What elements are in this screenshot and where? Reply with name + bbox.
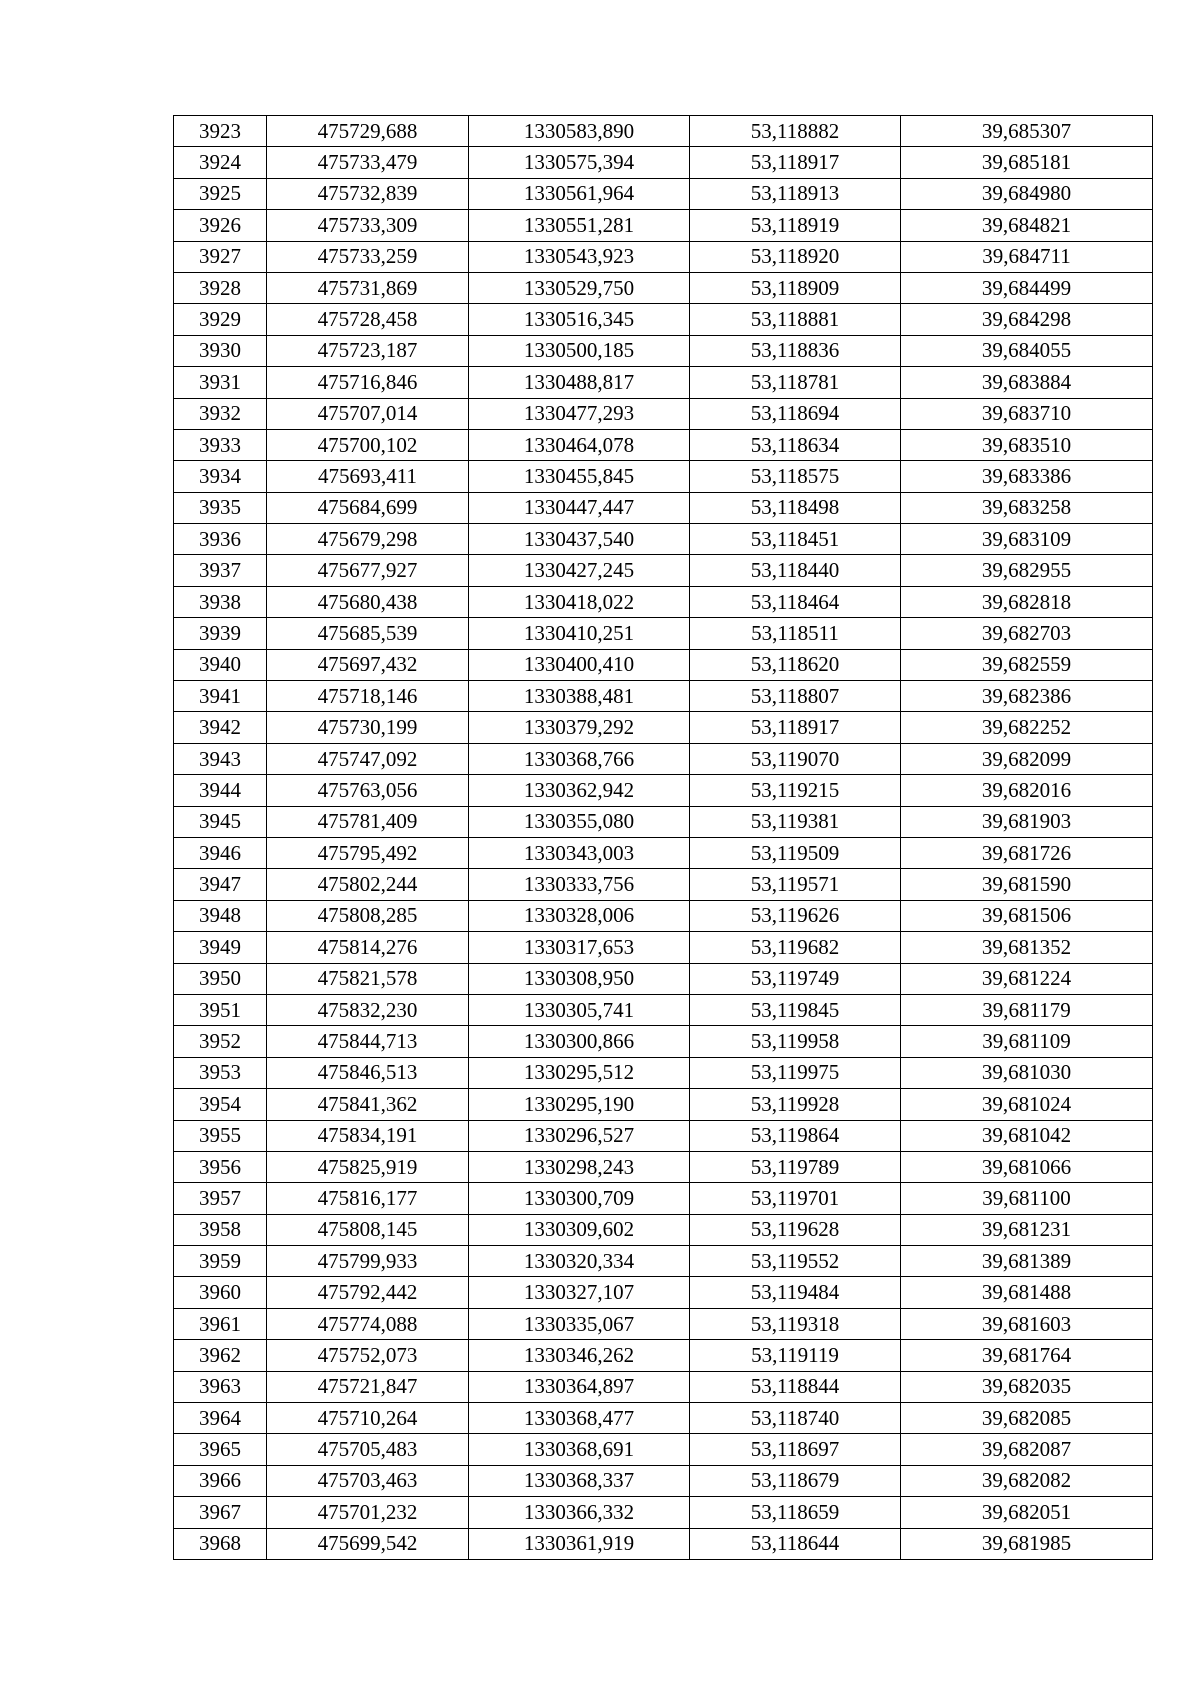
table-row [174,1340,1153,1371]
latitude-cell: 53,118919 [690,210,901,241]
table-row [174,461,1153,492]
y-coordinate-cell: 1330364,897 [469,1371,690,1402]
table-row [174,555,1153,586]
x-coordinate-cell: 475679,298 [267,524,469,555]
latitude-cell: 53,119509 [690,837,901,868]
y-coordinate-cell: 1330300,866 [469,1026,690,1057]
point-number-cell: 3925 [174,178,267,209]
x-coordinate-cell: 475707,014 [267,398,469,429]
latitude-cell: 53,119626 [690,900,901,931]
table-row [174,178,1153,209]
latitude-cell: 53,119381 [690,806,901,837]
x-coordinate-cell: 475792,442 [267,1277,469,1308]
table-row [174,429,1153,460]
longitude-cell: 39,681764 [901,1340,1153,1371]
y-coordinate-cell: 1330455,845 [469,461,690,492]
y-coordinate-cell: 1330309,602 [469,1214,690,1245]
x-coordinate-cell: 475733,259 [267,241,469,272]
table-row [174,1057,1153,1088]
y-coordinate-cell: 1330335,067 [469,1308,690,1339]
x-coordinate-cell: 475677,927 [267,555,469,586]
table-row [174,681,1153,712]
y-coordinate-cell: 1330346,262 [469,1340,690,1371]
point-number-cell: 3939 [174,618,267,649]
point-number-cell: 3954 [174,1089,267,1120]
x-coordinate-cell: 475716,846 [267,367,469,398]
x-coordinate-cell: 475795,492 [267,837,469,868]
table-row [174,1089,1153,1120]
point-number-cell: 3938 [174,586,267,617]
point-number-cell: 3958 [174,1214,267,1245]
point-number-cell: 3962 [174,1340,267,1371]
coordinates-table [173,115,1153,1560]
x-coordinate-cell: 475710,264 [267,1403,469,1434]
table-row [174,775,1153,806]
point-number-cell: 3943 [174,743,267,774]
x-coordinate-cell: 475723,187 [267,335,469,366]
latitude-cell: 53,118644 [690,1528,901,1559]
x-coordinate-cell: 475680,438 [267,586,469,617]
y-coordinate-cell: 1330418,022 [469,586,690,617]
point-number-cell: 3955 [174,1120,267,1151]
latitude-cell: 53,118917 [690,712,901,743]
y-coordinate-cell: 1330561,964 [469,178,690,209]
longitude-cell: 39,684499 [901,272,1153,303]
point-number-cell: 3946 [174,837,267,868]
latitude-cell: 53,118659 [690,1497,901,1528]
longitude-cell: 39,683710 [901,398,1153,429]
point-number-cell: 3934 [174,461,267,492]
latitude-cell: 53,119864 [690,1120,901,1151]
y-coordinate-cell: 1330298,243 [469,1151,690,1182]
y-coordinate-cell: 1330366,332 [469,1497,690,1528]
x-coordinate-cell: 475733,479 [267,147,469,178]
point-number-cell: 3940 [174,649,267,680]
table-row [174,1434,1153,1465]
x-coordinate-cell: 475693,411 [267,461,469,492]
x-coordinate-cell: 475752,073 [267,1340,469,1371]
latitude-cell: 53,119484 [690,1277,901,1308]
y-coordinate-cell: 1330500,185 [469,335,690,366]
longitude-cell: 39,682818 [901,586,1153,617]
latitude-cell: 53,118464 [690,586,901,617]
longitude-cell: 39,681042 [901,1120,1153,1151]
longitude-cell: 39,684298 [901,304,1153,335]
longitude-cell: 39,682082 [901,1465,1153,1496]
latitude-cell: 53,119749 [690,963,901,994]
longitude-cell: 39,683884 [901,367,1153,398]
y-coordinate-cell: 1330317,653 [469,932,690,963]
table-row [174,994,1153,1025]
x-coordinate-cell: 475808,285 [267,900,469,931]
latitude-cell: 53,118807 [690,681,901,712]
point-number-cell: 3950 [174,963,267,994]
latitude-cell: 53,118781 [690,367,901,398]
table-row [174,1151,1153,1182]
point-number-cell: 3933 [174,429,267,460]
table-row [174,963,1153,994]
point-number-cell: 3945 [174,806,267,837]
point-number-cell: 3935 [174,492,267,523]
y-coordinate-cell: 1330355,080 [469,806,690,837]
latitude-cell: 53,119701 [690,1183,901,1214]
y-coordinate-cell: 1330427,245 [469,555,690,586]
table-row [174,869,1153,900]
longitude-cell: 39,681603 [901,1308,1153,1339]
y-coordinate-cell: 1330575,394 [469,147,690,178]
latitude-cell: 53,118882 [690,116,901,147]
point-number-cell: 3964 [174,1403,267,1434]
table-row [174,1214,1153,1245]
longitude-cell: 39,683386 [901,461,1153,492]
table-row [174,147,1153,178]
longitude-cell: 39,681100 [901,1183,1153,1214]
table-row [174,1528,1153,1559]
latitude-cell: 53,118920 [690,241,901,272]
latitude-cell: 53,118913 [690,178,901,209]
longitude-cell: 39,682955 [901,555,1153,586]
longitude-cell: 39,682035 [901,1371,1153,1402]
x-coordinate-cell: 475705,483 [267,1434,469,1465]
x-coordinate-cell: 475699,542 [267,1528,469,1559]
point-number-cell: 3931 [174,367,267,398]
point-number-cell: 3923 [174,116,267,147]
latitude-cell: 53,118909 [690,272,901,303]
y-coordinate-cell: 1330400,410 [469,649,690,680]
y-coordinate-cell: 1330305,741 [469,994,690,1025]
y-coordinate-cell: 1330320,334 [469,1246,690,1277]
longitude-cell: 39,681488 [901,1277,1153,1308]
latitude-cell: 53,119628 [690,1214,901,1245]
x-coordinate-cell: 475733,309 [267,210,469,241]
point-number-cell: 3960 [174,1277,267,1308]
point-number-cell: 3961 [174,1308,267,1339]
longitude-cell: 39,685181 [901,147,1153,178]
longitude-cell: 39,682016 [901,775,1153,806]
longitude-cell: 39,681179 [901,994,1153,1025]
table-row [174,1026,1153,1057]
longitude-cell: 39,684821 [901,210,1153,241]
x-coordinate-cell: 475821,578 [267,963,469,994]
table-row [174,335,1153,366]
longitude-cell: 39,681224 [901,963,1153,994]
x-coordinate-cell: 475832,230 [267,994,469,1025]
point-number-cell: 3947 [174,869,267,900]
longitude-cell: 39,683258 [901,492,1153,523]
latitude-cell: 53,119318 [690,1308,901,1339]
latitude-cell: 53,118620 [690,649,901,680]
table-row [174,932,1153,963]
point-number-cell: 3965 [174,1434,267,1465]
y-coordinate-cell: 1330379,292 [469,712,690,743]
table-row [174,712,1153,743]
longitude-cell: 39,681352 [901,932,1153,963]
point-number-cell: 3929 [174,304,267,335]
latitude-cell: 53,119845 [690,994,901,1025]
point-number-cell: 3932 [174,398,267,429]
point-number-cell: 3951 [174,994,267,1025]
latitude-cell: 53,119119 [690,1340,901,1371]
point-number-cell: 3926 [174,210,267,241]
y-coordinate-cell: 1330368,337 [469,1465,690,1496]
latitude-cell: 53,118881 [690,304,901,335]
latitude-cell: 53,118451 [690,524,901,555]
table-row [174,304,1153,335]
y-coordinate-cell: 1330343,003 [469,837,690,868]
y-coordinate-cell: 1330361,919 [469,1528,690,1559]
y-coordinate-cell: 1330328,006 [469,900,690,931]
longitude-cell: 39,681024 [901,1089,1153,1120]
table-row [174,900,1153,931]
x-coordinate-cell: 475816,177 [267,1183,469,1214]
y-coordinate-cell: 1330488,817 [469,367,690,398]
table-row [174,618,1153,649]
latitude-cell: 53,118694 [690,398,901,429]
x-coordinate-cell: 475808,145 [267,1214,469,1245]
table-row [174,1246,1153,1277]
point-number-cell: 3966 [174,1465,267,1496]
x-coordinate-cell: 475802,244 [267,869,469,900]
longitude-cell: 39,681985 [901,1528,1153,1559]
y-coordinate-cell: 1330368,477 [469,1403,690,1434]
latitude-cell: 53,118634 [690,429,901,460]
point-number-cell: 3948 [174,900,267,931]
table-row [174,241,1153,272]
longitude-cell: 39,681066 [901,1151,1153,1182]
point-number-cell: 3937 [174,555,267,586]
latitude-cell: 53,118844 [690,1371,901,1402]
longitude-cell: 39,685307 [901,116,1153,147]
table-row [174,837,1153,868]
latitude-cell: 53,119070 [690,743,901,774]
point-number-cell: 3968 [174,1528,267,1559]
table-row [174,1308,1153,1339]
longitude-cell: 39,681903 [901,806,1153,837]
point-number-cell: 3944 [174,775,267,806]
point-number-cell: 3927 [174,241,267,272]
latitude-cell: 53,119682 [690,932,901,963]
y-coordinate-cell: 1330551,281 [469,210,690,241]
y-coordinate-cell: 1330327,107 [469,1277,690,1308]
longitude-cell: 39,681030 [901,1057,1153,1088]
longitude-cell: 39,681506 [901,900,1153,931]
latitude-cell: 53,118498 [690,492,901,523]
longitude-cell: 39,681389 [901,1246,1153,1277]
longitude-cell: 39,682252 [901,712,1153,743]
latitude-cell: 53,119552 [690,1246,901,1277]
x-coordinate-cell: 475844,713 [267,1026,469,1057]
longitude-cell: 39,682703 [901,618,1153,649]
latitude-cell: 53,118740 [690,1403,901,1434]
y-coordinate-cell: 1330368,691 [469,1434,690,1465]
x-coordinate-cell: 475846,513 [267,1057,469,1088]
table-row [174,524,1153,555]
point-number-cell: 3941 [174,681,267,712]
x-coordinate-cell: 475814,276 [267,932,469,963]
x-coordinate-cell: 475781,409 [267,806,469,837]
longitude-cell: 39,681726 [901,837,1153,868]
latitude-cell: 53,119789 [690,1151,901,1182]
longitude-cell: 39,682051 [901,1497,1153,1528]
latitude-cell: 53,119928 [690,1089,901,1120]
table-row [174,1120,1153,1151]
x-coordinate-cell: 475763,056 [267,775,469,806]
x-coordinate-cell: 475732,839 [267,178,469,209]
point-number-cell: 3942 [174,712,267,743]
latitude-cell: 53,118679 [690,1465,901,1496]
point-number-cell: 3953 [174,1057,267,1088]
latitude-cell: 53,118836 [690,335,901,366]
table-row [174,1465,1153,1496]
y-coordinate-cell: 1330308,950 [469,963,690,994]
table-row [174,210,1153,241]
x-coordinate-cell: 475718,146 [267,681,469,712]
table-row [174,116,1153,147]
longitude-cell: 39,682386 [901,681,1153,712]
x-coordinate-cell: 475697,432 [267,649,469,680]
x-coordinate-cell: 475729,688 [267,116,469,147]
latitude-cell: 53,118917 [690,147,901,178]
longitude-cell: 39,683510 [901,429,1153,460]
table-row [174,586,1153,617]
longitude-cell: 39,682085 [901,1403,1153,1434]
y-coordinate-cell: 1330477,293 [469,398,690,429]
x-coordinate-cell: 475834,191 [267,1120,469,1151]
y-coordinate-cell: 1330295,512 [469,1057,690,1088]
x-coordinate-cell: 475841,362 [267,1089,469,1120]
longitude-cell: 39,682559 [901,649,1153,680]
x-coordinate-cell: 475825,919 [267,1151,469,1182]
table-row [174,806,1153,837]
latitude-cell: 53,119571 [690,869,901,900]
latitude-cell: 53,118575 [690,461,901,492]
y-coordinate-cell: 1330362,942 [469,775,690,806]
point-number-cell: 3967 [174,1497,267,1528]
longitude-cell: 39,684711 [901,241,1153,272]
longitude-cell: 39,681231 [901,1214,1153,1245]
longitude-cell: 39,681109 [901,1026,1153,1057]
table-row [174,1277,1153,1308]
y-coordinate-cell: 1330583,890 [469,116,690,147]
y-coordinate-cell: 1330333,756 [469,869,690,900]
y-coordinate-cell: 1330368,766 [469,743,690,774]
y-coordinate-cell: 1330410,251 [469,618,690,649]
table-row [174,1403,1153,1434]
point-number-cell: 3930 [174,335,267,366]
y-coordinate-cell: 1330529,750 [469,272,690,303]
x-coordinate-cell: 475799,933 [267,1246,469,1277]
y-coordinate-cell: 1330516,345 [469,304,690,335]
point-number-cell: 3963 [174,1371,267,1402]
x-coordinate-cell: 475721,847 [267,1371,469,1402]
point-number-cell: 3956 [174,1151,267,1182]
x-coordinate-cell: 475685,539 [267,618,469,649]
table-row [174,398,1153,429]
latitude-cell: 53,118511 [690,618,901,649]
y-coordinate-cell: 1330296,527 [469,1120,690,1151]
point-number-cell: 3949 [174,932,267,963]
table-row [174,743,1153,774]
latitude-cell: 53,119975 [690,1057,901,1088]
latitude-cell: 53,119958 [690,1026,901,1057]
longitude-cell: 39,683109 [901,524,1153,555]
x-coordinate-cell: 475703,463 [267,1465,469,1496]
table-row [174,1497,1153,1528]
table-row [174,367,1153,398]
latitude-cell: 53,118697 [690,1434,901,1465]
longitude-cell: 39,684980 [901,178,1153,209]
x-coordinate-cell: 475701,232 [267,1497,469,1528]
y-coordinate-cell: 1330388,481 [469,681,690,712]
y-coordinate-cell: 1330464,078 [469,429,690,460]
x-coordinate-cell: 475747,092 [267,743,469,774]
table-row [174,1183,1153,1214]
x-coordinate-cell: 475728,458 [267,304,469,335]
point-number-cell: 3924 [174,147,267,178]
latitude-cell: 53,118440 [690,555,901,586]
longitude-cell: 39,681590 [901,869,1153,900]
y-coordinate-cell: 1330300,709 [469,1183,690,1214]
table-row [174,492,1153,523]
longitude-cell: 39,684055 [901,335,1153,366]
latitude-cell: 53,119215 [690,775,901,806]
table-row [174,272,1153,303]
table-row [174,649,1153,680]
y-coordinate-cell: 1330543,923 [469,241,690,272]
y-coordinate-cell: 1330295,190 [469,1089,690,1120]
point-number-cell: 3928 [174,272,267,303]
x-coordinate-cell: 475774,088 [267,1308,469,1339]
y-coordinate-cell: 1330437,540 [469,524,690,555]
y-coordinate-cell: 1330447,447 [469,492,690,523]
point-number-cell: 3952 [174,1026,267,1057]
x-coordinate-cell: 475731,869 [267,272,469,303]
coordinates-table-body [174,116,1153,1560]
point-number-cell: 3959 [174,1246,267,1277]
longitude-cell: 39,682099 [901,743,1153,774]
table-row [174,1371,1153,1402]
x-coordinate-cell: 475700,102 [267,429,469,460]
point-number-cell: 3957 [174,1183,267,1214]
longitude-cell: 39,682087 [901,1434,1153,1465]
x-coordinate-cell: 475684,699 [267,492,469,523]
point-number-cell: 3936 [174,524,267,555]
x-coordinate-cell: 475730,199 [267,712,469,743]
